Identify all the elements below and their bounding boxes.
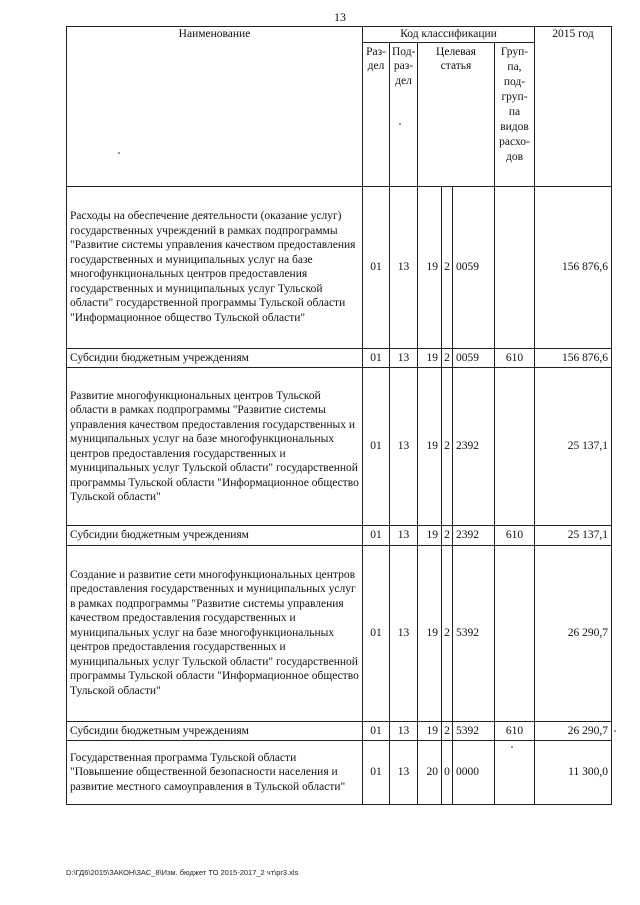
scan-speck <box>399 123 401 125</box>
budget-table <box>66 26 612 805</box>
row-target-program: 19 <box>418 721 442 741</box>
header-subsection: Под- раз- дел <box>390 42 418 186</box>
table-row <box>67 545 612 721</box>
row-name: Субсидии бюджетным учреждениям <box>67 721 363 741</box>
row-target-code: 0059 <box>453 348 495 368</box>
row-section: 01 <box>363 348 390 368</box>
header-section: Раз- дел <box>363 42 390 186</box>
row-section: 01 <box>363 186 390 348</box>
row-subsection: 13 <box>390 348 418 368</box>
row-target-program: 20 <box>418 741 442 805</box>
table-row <box>67 741 612 805</box>
row-target-subprogram: 2 <box>442 368 453 526</box>
page-number: 13 <box>334 10 346 24</box>
row-subsection: 13 <box>390 526 418 546</box>
table-row <box>67 368 612 526</box>
row-name: Создание и развитие сети многофункциональных центров предоставления государственных и муниципальных услуг в рамках подпрограммы "Развитие системы управления качеством предоставления государственных и муниципальных услуг на базе многофункциональных центров предоставления государственных и муниципальных услуг Тульской области" государственной программы Тульской области "Информационное общество Тульской области" <box>67 545 363 721</box>
table-row <box>67 186 612 348</box>
row-expense-group <box>495 741 535 805</box>
row-name: Субсидии бюджетным учреждениям <box>67 348 363 368</box>
row-amount: 26 290,7 <box>535 545 612 721</box>
row-name: Государственная программа Тульской области "Повышение общественной безопасности населения и развитие местного самоуправления в Тульской области" <box>67 741 363 805</box>
row-expense-group <box>495 186 535 348</box>
row-section: 01 <box>363 741 390 805</box>
row-target-code: 0000 <box>453 741 495 805</box>
row-expense-group <box>495 368 535 526</box>
row-amount: 11 300,0 <box>535 741 612 805</box>
header-expense-group: Груп- па, под- груп- па видов расхо- дов <box>495 42 535 186</box>
table-row <box>67 348 612 368</box>
row-subsection: 13 <box>390 186 418 348</box>
row-section: 01 <box>363 721 390 741</box>
row-target-program: 19 <box>418 186 442 348</box>
row-subsection: 13 <box>390 545 418 721</box>
row-amount: 25 137,1 <box>535 368 612 526</box>
row-section: 01 <box>363 545 390 721</box>
row-expense-group: 610 <box>495 348 535 368</box>
row-target-code: 0059 <box>453 186 495 348</box>
row-target-subprogram: 0 <box>442 741 453 805</box>
row-target-subprogram: 2 <box>442 545 453 721</box>
row-target-subprogram: 2 <box>442 348 453 368</box>
table-row <box>67 526 612 546</box>
header-name: Наименование <box>67 27 363 187</box>
row-target-subprogram: 2 <box>442 721 453 741</box>
row-name: Субсидии бюджетным учреждениям <box>67 526 363 546</box>
row-target-program: 19 <box>418 348 442 368</box>
row-amount: 156 876,6 <box>535 348 612 368</box>
row-subsection: 13 <box>390 721 418 741</box>
row-section: 01 <box>363 526 390 546</box>
row-target-code: 2392 <box>453 368 495 526</box>
header-target-article: Целевая статья <box>418 42 495 186</box>
row-subsection: 13 <box>390 368 418 526</box>
footer-file-path: D:\ГД6\2015\ЗАКОН\ЗАС_8\Изм. бюджет ТО 2015-2017_2 чт\pr3.xls <box>66 868 299 877</box>
header-year: 2015 год <box>535 27 612 187</box>
row-amount: 156 876,6 <box>535 186 612 348</box>
row-name: Развитие многофункциональных центров Тульской области в рамках подпрограммы "Развитие системы управления качеством предоставления государственных и муниципальных услуг на базе многофункциональных центров предоставления государственных и муниципальных услуг Тульской области" государственной программы Тульской области "Информационное общество Тульской области" <box>67 368 363 526</box>
row-target-subprogram: 2 <box>442 186 453 348</box>
row-target-subprogram: 2 <box>442 526 453 546</box>
row-target-code: 2392 <box>453 526 495 546</box>
table-row <box>67 721 612 741</box>
row-amount: 26 290,7 <box>535 721 612 741</box>
scan-speck <box>511 746 513 748</box>
row-target-code: 5392 <box>453 721 495 741</box>
row-expense-group <box>495 545 535 721</box>
row-amount: 25 137,1 <box>535 526 612 546</box>
scan-speck <box>118 152 120 154</box>
row-target-program: 19 <box>418 545 442 721</box>
row-subsection: 13 <box>390 741 418 805</box>
scan-speck <box>614 730 616 732</box>
header-code-classification: Код классификации <box>363 27 535 43</box>
row-section: 01 <box>363 368 390 526</box>
row-name: Расходы на обеспечение деятельности (оказание услуг) государственных учреждений в рамках подпрограммы "Развитие системы управления качеством предоставления государственных и муниципальных услуг на базе многофункциональных центров предоставления государственных и муниципальных услуг Тульской области" государственной программы Тульской области "Информационное общество Тульской области" <box>67 186 363 348</box>
table-body <box>67 186 612 805</box>
row-target-program: 19 <box>418 368 442 526</box>
row-expense-group: 610 <box>495 721 535 741</box>
row-expense-group: 610 <box>495 526 535 546</box>
row-target-code: 5392 <box>453 545 495 721</box>
row-target-program: 19 <box>418 526 442 546</box>
